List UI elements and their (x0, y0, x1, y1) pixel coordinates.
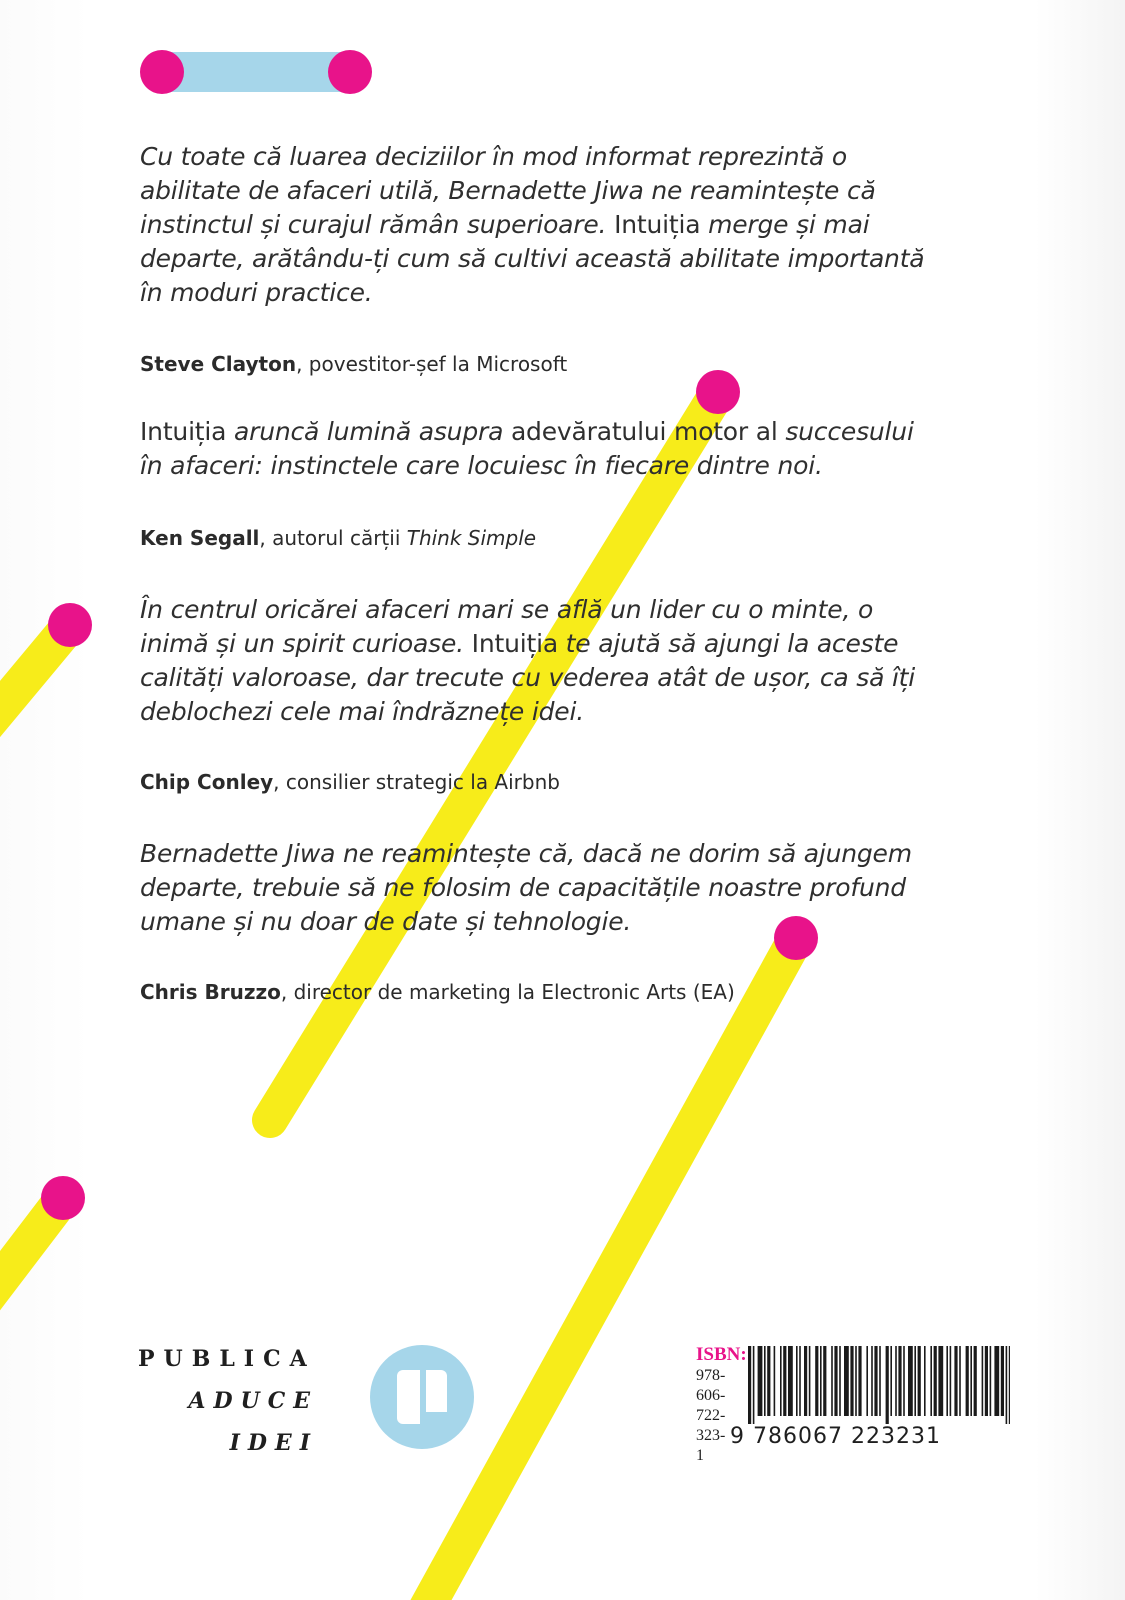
isbn-chunk: 722- (696, 1407, 726, 1424)
isbn-label: ISBN: (696, 1344, 747, 1365)
quote-3-part-2: Intuiția (471, 629, 558, 658)
author-role: , povestitor-șef la Microsoft (296, 352, 568, 376)
tagline-line-3: IDEI (229, 1430, 318, 1456)
quote-3-part-1: În centrul oricărei afaceri mari se află un lider cu o minte, o inimă și un spirit curioase. (140, 595, 874, 658)
barcode-bar (946, 1346, 948, 1416)
author-role: , autorul cărții (259, 526, 407, 550)
barcode-bar (855, 1346, 857, 1416)
magenta-dot-4 (41, 1176, 85, 1220)
quote-1-part-3: merge și mai departe, arătându-ți cum să cultivi această abilitate importantă în moduri practice. (140, 210, 925, 307)
attribution-2 (140, 525, 940, 551)
barcode-bar (823, 1346, 826, 1416)
barcode-bar (954, 1346, 957, 1416)
barcode-bar (1009, 1346, 1010, 1424)
barcode-bar (1006, 1346, 1008, 1424)
isbn-chunk: 978- (696, 1367, 726, 1384)
author-name: Steve Clayton (140, 352, 297, 376)
barcode-bar (780, 1346, 782, 1416)
quote-1-part-2: Intuiția (614, 210, 701, 239)
barcode-bar (831, 1346, 833, 1416)
quote-2-part-2: aruncă lumină asupra (226, 417, 511, 446)
barcode-bar (930, 1346, 932, 1416)
barcode-bar (820, 1346, 822, 1416)
barcode-bar (871, 1346, 873, 1416)
barcode-bar (985, 1346, 988, 1416)
barcode-bar (990, 1346, 992, 1416)
quote-4-part-1: Bernadette Jiwa ne reamintește că, dacă ne dorim să ajungem departe, trebuie să ne folosim de capacitățile noastre profund umane și nu doar de date și tehnologie. (140, 839, 912, 936)
barcode-bar (886, 1346, 889, 1424)
yellow-stripe-3 (420, 938, 796, 1600)
attribution-1 (140, 351, 940, 377)
barcode-bar (839, 1346, 841, 1416)
barcode-bar (898, 1346, 901, 1416)
quote-3 (140, 593, 940, 729)
barcode-bar (970, 1346, 972, 1416)
quote-3-part-3: te ajută să ajungi la aceste calități valoroase, dar trecute cu vederea atât de ușor, ca să îți deblochezi cele mai îndrăznețe idei. (140, 629, 916, 726)
isbn-chunk: 1 (696, 1447, 704, 1464)
top-decoration (140, 50, 372, 94)
barcode-bar (1001, 1346, 1004, 1416)
author-name: Ken Segall (140, 526, 260, 550)
quote-2-part-1: Intuiția (140, 417, 227, 446)
tagline-line-1: PUBLICA (138, 1346, 316, 1372)
top-left-dot (140, 50, 184, 94)
barcode-bar (850, 1346, 853, 1416)
barcode-bar (982, 1346, 984, 1416)
barcode-bar (914, 1346, 916, 1416)
barcode-bar (866, 1346, 868, 1416)
barcode-bar (938, 1346, 943, 1416)
barcode-bar (796, 1346, 798, 1416)
barcode-bar (994, 1346, 999, 1416)
quote-2-part-3: adevăratului motor al (510, 417, 778, 446)
barcode-bar (908, 1346, 913, 1416)
quote-2-part-4: succesului în afaceri: instinctele care locuiesc în fiecare dintre noi. (140, 417, 914, 480)
barcode-bar (918, 1346, 921, 1416)
barcode-bar (934, 1346, 937, 1416)
quote-1 (140, 140, 940, 310)
barcode-bar (774, 1346, 776, 1416)
barcode-bar (895, 1346, 897, 1416)
barcode-bar (748, 1346, 751, 1424)
barcode-bar (874, 1346, 877, 1416)
author-name: Chris Bruzzo (140, 980, 281, 1004)
barcode-bar (767, 1346, 770, 1416)
book-title: Think Simple (406, 526, 537, 550)
barcode-bar (903, 1346, 905, 1416)
tagline-line-2: ADUCE (188, 1388, 318, 1414)
isbn-chunk: 606- (696, 1387, 726, 1404)
barcode-bar (950, 1346, 952, 1416)
barcode (748, 1346, 1010, 1424)
endorsements (140, 140, 940, 1005)
quote-1-part-1: Cu toate că luarea deciziilor în mod informat reprezintă o abilitate de afaceri utilă, Bernadette Jiwa ne reamintește că instinctul și curajul rămân superioare. (140, 142, 876, 239)
barcode-bar (858, 1346, 861, 1416)
barcode-bar (834, 1346, 837, 1416)
attribution-3 (140, 769, 940, 795)
barcode-bar (758, 1346, 763, 1416)
barcode-bar (788, 1346, 793, 1416)
barcode-bar (959, 1346, 961, 1416)
magenta-dot-2 (48, 603, 92, 647)
barcode-digits: 9 786067 223231 (730, 1424, 941, 1449)
barcode-bar (783, 1346, 786, 1416)
quote-4 (140, 837, 940, 939)
barcode-bar (753, 1346, 755, 1424)
author-role: , consilier strategic la Airbnb (273, 770, 560, 794)
barcode-bar (890, 1346, 892, 1416)
publica-logo-icon (370, 1345, 474, 1449)
isbn-chunk: 323- (696, 1427, 726, 1444)
barcode-bar (764, 1346, 766, 1416)
barcode-bar (804, 1346, 807, 1416)
barcode-bar (974, 1346, 977, 1416)
barcode-bar (815, 1346, 818, 1416)
attribution-4 (140, 979, 940, 1005)
barcode-bar (799, 1346, 801, 1416)
barcode-bar (924, 1346, 926, 1416)
barcode-bar (809, 1346, 811, 1416)
barcode-bar (879, 1346, 881, 1416)
author-name: Chip Conley (140, 770, 274, 794)
barcode-bar (844, 1346, 849, 1416)
author-role: , director de marketing la Electronic Arts (EA) (280, 980, 735, 1004)
quote-2 (140, 415, 940, 483)
top-right-dot (328, 50, 372, 94)
publisher-tagline (138, 1338, 318, 1464)
barcode-bar (966, 1346, 969, 1416)
